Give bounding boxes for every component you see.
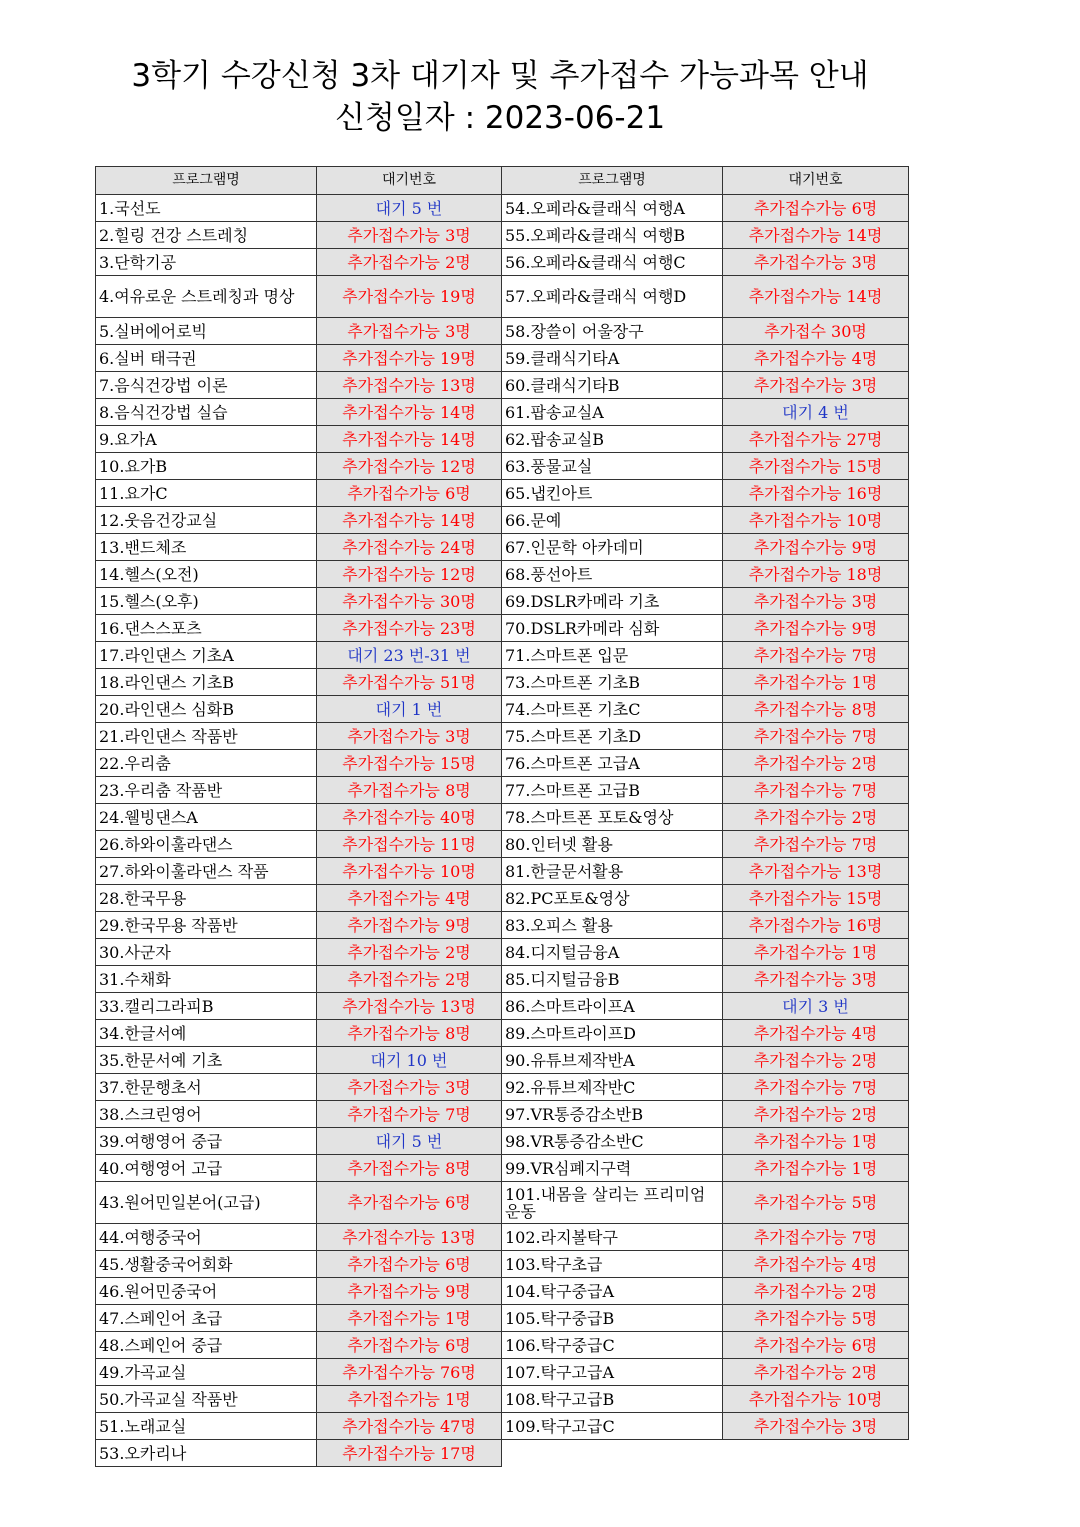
- application-date: 신청일자 : 2023-06-21: [334, 100, 666, 136]
- header-wait-right: 대기번호: [723, 167, 909, 195]
- program-name: 85.디지털금융B: [502, 966, 723, 993]
- additional-availability: 추가접수가능 1명: [317, 1305, 502, 1332]
- additional-availability: 추가접수가능 6명: [723, 195, 909, 222]
- header-wait-left: 대기번호: [317, 167, 502, 195]
- program-name: 35.한문서예 기초: [96, 1047, 317, 1074]
- additional-availability: 추가접수가능 6명: [317, 1251, 502, 1278]
- table-row: [96, 1047, 909, 1074]
- program-name: 13.밴드체조: [96, 534, 317, 561]
- wait-number: 대기 1 번: [317, 696, 502, 723]
- program-name: 16.댄스스포츠: [96, 615, 317, 642]
- additional-availability: 추가접수가능 16명: [723, 912, 909, 939]
- wait-number: 대기 3 번: [723, 993, 909, 1020]
- additional-availability: 추가접수가능 4명: [723, 345, 909, 372]
- program-name: 101.내몸을 살리는 프리미엄 운동: [502, 1182, 723, 1224]
- header-program-right: 프로그램명: [502, 167, 723, 195]
- table-row: [96, 588, 909, 615]
- program-name: 48.스페인어 중급: [96, 1332, 317, 1359]
- table-row: [96, 966, 909, 993]
- table-row: [96, 507, 909, 534]
- program-name: 104.탁구중급A: [502, 1278, 723, 1305]
- additional-availability: 추가접수가능 3명: [723, 372, 909, 399]
- table-row: [96, 723, 909, 750]
- wait-number: 대기 5 번: [317, 1128, 502, 1155]
- table-row: [96, 276, 909, 318]
- additional-availability: 추가접수가능 3명: [317, 723, 502, 750]
- program-name: 12.웃음건강교실: [96, 507, 317, 534]
- table-row: [96, 222, 909, 249]
- additional-availability: 추가접수가능 14명: [317, 507, 502, 534]
- wait-number: 대기 10 번: [317, 1047, 502, 1074]
- course-table: [95, 166, 909, 1467]
- program-name: 44.여행중국어: [96, 1224, 317, 1251]
- table-row: [96, 372, 909, 399]
- program-name: 66.문예: [502, 507, 723, 534]
- additional-availability: 추가접수 30명: [723, 318, 909, 345]
- empty-cell: [723, 1440, 909, 1467]
- table-row: [96, 1413, 909, 1440]
- wait-number: 대기 4 번: [723, 399, 909, 426]
- program-name: 30.사군자: [96, 939, 317, 966]
- additional-availability: 추가접수가능 1명: [723, 1128, 909, 1155]
- program-name: 27.하와이훌라댄스 작품: [96, 858, 317, 885]
- additional-availability: 추가접수가능 3명: [317, 1074, 502, 1101]
- table-row: [96, 1155, 909, 1182]
- additional-availability: 추가접수가능 5명: [723, 1305, 909, 1332]
- program-name: 24.웰빙댄스A: [96, 804, 317, 831]
- additional-availability: 추가접수가능 9명: [723, 615, 909, 642]
- additional-availability: 추가접수가능 51명: [317, 669, 502, 696]
- additional-availability: 추가접수가능 14명: [723, 276, 909, 318]
- additional-availability: 추가접수가능 7명: [723, 642, 909, 669]
- program-name: 70.DSLR카메라 심화: [502, 615, 723, 642]
- program-name: 10.요가B: [96, 453, 317, 480]
- program-name: 31.수채화: [96, 966, 317, 993]
- table-row: [96, 804, 909, 831]
- program-name: 80.인터넷 활용: [502, 831, 723, 858]
- table-row: [96, 885, 909, 912]
- additional-availability: 추가접수가능 13명: [723, 858, 909, 885]
- program-name: 82.PC포토&영상: [502, 885, 723, 912]
- program-name: 45.생활중국어회화: [96, 1251, 317, 1278]
- additional-availability: 추가접수가능 6명: [317, 1182, 502, 1224]
- program-name: 109.탁구고급C: [502, 1413, 723, 1440]
- program-name: 34.한글서예: [96, 1020, 317, 1047]
- additional-availability: 추가접수가능 3명: [723, 966, 909, 993]
- program-name: 11.요가C: [96, 480, 317, 507]
- program-name: 108.탁구고급B: [502, 1386, 723, 1413]
- program-name: 61.팝송교실A: [502, 399, 723, 426]
- additional-availability: 추가접수가능 27명: [723, 426, 909, 453]
- program-name: 18.라인댄스 기초B: [96, 669, 317, 696]
- table-row: [96, 1251, 909, 1278]
- program-name: 4.여유로운 스트레칭과 명상: [96, 276, 317, 318]
- table-row: [96, 345, 909, 372]
- additional-availability: 추가접수가능 15명: [723, 885, 909, 912]
- additional-availability: 추가접수가능 2명: [723, 1278, 909, 1305]
- additional-availability: 추가접수가능 10명: [317, 858, 502, 885]
- additional-availability: 추가접수가능 12명: [317, 561, 502, 588]
- program-name: 76.스마트폰 고급A: [502, 750, 723, 777]
- program-name: 86.스마트라이프A: [502, 993, 723, 1020]
- additional-availability: 추가접수가능 2명: [723, 1359, 909, 1386]
- program-name: 67.인문학 아카데미: [502, 534, 723, 561]
- additional-availability: 추가접수가능 2명: [723, 1047, 909, 1074]
- additional-availability: 추가접수가능 3명: [723, 1413, 909, 1440]
- additional-availability: 추가접수가능 16명: [723, 480, 909, 507]
- additional-availability: 추가접수가능 9명: [317, 912, 502, 939]
- program-name: 73.스마트폰 기초B: [502, 669, 723, 696]
- additional-availability: 추가접수가능 6명: [317, 480, 502, 507]
- program-name: 65.냅킨아트: [502, 480, 723, 507]
- additional-availability: 추가접수가능 13명: [317, 993, 502, 1020]
- program-name: 83.오피스 활용: [502, 912, 723, 939]
- table-row: [96, 1074, 909, 1101]
- additional-availability: 추가접수가능 10명: [723, 1386, 909, 1413]
- additional-availability: 추가접수가능 11명: [317, 831, 502, 858]
- table-row: [96, 195, 909, 222]
- additional-availability: 추가접수가능 9명: [723, 534, 909, 561]
- additional-availability: 추가접수가능 13명: [317, 1224, 502, 1251]
- additional-availability: 추가접수가능 8명: [723, 696, 909, 723]
- table-row: [96, 669, 909, 696]
- program-name: 14.헬스(오전): [96, 561, 317, 588]
- additional-availability: 추가접수가능 47명: [317, 1413, 502, 1440]
- additional-availability: 추가접수가능 7명: [723, 1074, 909, 1101]
- program-name: 107.탁구고급A: [502, 1359, 723, 1386]
- header-program-left: 프로그램명: [96, 167, 317, 195]
- additional-availability: 추가접수가능 8명: [317, 1020, 502, 1047]
- table-row: [96, 480, 909, 507]
- additional-availability: 추가접수가능 10명: [723, 507, 909, 534]
- program-name: 6.실버 태극권: [96, 345, 317, 372]
- program-name: 89.스마트라이프D: [502, 1020, 723, 1047]
- additional-availability: 추가접수가능 4명: [317, 885, 502, 912]
- additional-availability: 추가접수가능 24명: [317, 534, 502, 561]
- additional-availability: 추가접수가능 1명: [723, 1155, 909, 1182]
- program-name: 49.가곡교실: [96, 1359, 317, 1386]
- program-name: 58.장쓸이 어울장구: [502, 318, 723, 345]
- additional-availability: 추가접수가능 9명: [317, 1278, 502, 1305]
- program-name: 20.라인댄스 심화B: [96, 696, 317, 723]
- table-row: [96, 777, 909, 804]
- table-row: [96, 750, 909, 777]
- additional-availability: 추가접수가능 15명: [723, 453, 909, 480]
- table-row: [96, 1101, 909, 1128]
- additional-availability: 추가접수가능 15명: [317, 750, 502, 777]
- additional-availability: 추가접수가능 7명: [317, 1101, 502, 1128]
- additional-availability: 추가접수가능 3명: [723, 249, 909, 276]
- program-name: 8.음식건강법 실습: [96, 399, 317, 426]
- additional-availability: 추가접수가능 19명: [317, 345, 502, 372]
- additional-availability: 추가접수가능 18명: [723, 561, 909, 588]
- program-name: 53.오카리나: [96, 1440, 317, 1467]
- additional-availability: 추가접수가능 4명: [723, 1251, 909, 1278]
- additional-availability: 추가접수가능 2명: [317, 939, 502, 966]
- table-body: [96, 195, 909, 1467]
- program-name: 2.힐링 건강 스트레칭: [96, 222, 317, 249]
- program-name: 97.VR통증감소반B: [502, 1101, 723, 1128]
- table-row: [96, 993, 909, 1020]
- program-name: 9.요가A: [96, 426, 317, 453]
- empty-cell: [502, 1440, 723, 1467]
- table-row: [96, 1224, 909, 1251]
- program-name: 99.VR심폐지구력: [502, 1155, 723, 1182]
- additional-availability: 추가접수가능 6명: [723, 1332, 909, 1359]
- additional-availability: 추가접수가능 2명: [723, 1101, 909, 1128]
- table-row: [96, 1278, 909, 1305]
- additional-availability: 추가접수가능 14명: [317, 399, 502, 426]
- program-name: 78.스마트폰 포토&영상: [502, 804, 723, 831]
- additional-availability: 추가접수가능 2명: [317, 249, 502, 276]
- additional-availability: 추가접수가능 3명: [317, 222, 502, 249]
- additional-availability: 추가접수가능 2명: [723, 804, 909, 831]
- additional-availability: 추가접수가능 1명: [317, 1386, 502, 1413]
- table-row: [96, 1359, 909, 1386]
- additional-availability: 추가접수가능 14명: [723, 222, 909, 249]
- table-row: [96, 642, 909, 669]
- table-header-row: [96, 167, 909, 195]
- additional-availability: 추가접수가능 2명: [317, 966, 502, 993]
- table-row: [96, 615, 909, 642]
- table-row: [96, 426, 909, 453]
- program-name: 50.가곡교실 작품반: [96, 1386, 317, 1413]
- program-name: 5.실버에어로빅: [96, 318, 317, 345]
- program-name: 39.여행영어 중급: [96, 1128, 317, 1155]
- additional-availability: 추가접수가능 19명: [317, 276, 502, 318]
- program-name: 62.팝송교실B: [502, 426, 723, 453]
- program-name: 69.DSLR카메라 기초: [502, 588, 723, 615]
- table-row: [96, 1182, 909, 1224]
- program-name: 38.스크린영어: [96, 1101, 317, 1128]
- table-row: [96, 1020, 909, 1047]
- program-name: 15.헬스(오후): [96, 588, 317, 615]
- table-row: [96, 318, 909, 345]
- table-row: [96, 534, 909, 561]
- additional-availability: 추가접수가능 12명: [317, 453, 502, 480]
- additional-availability: 추가접수가능 1명: [723, 669, 909, 696]
- table-row: [96, 912, 909, 939]
- program-name: 7.음식건강법 이론: [96, 372, 317, 399]
- program-name: 105.탁구중급B: [502, 1305, 723, 1332]
- additional-availability: 추가접수가능 2명: [723, 750, 909, 777]
- program-name: 103.탁구초급: [502, 1251, 723, 1278]
- wait-number: 대기 5 번: [317, 195, 502, 222]
- program-name: 37.한문행초서: [96, 1074, 317, 1101]
- additional-availability: 추가접수가능 4명: [723, 1020, 909, 1047]
- program-name: 74.스마트폰 기초C: [502, 696, 723, 723]
- additional-availability: 추가접수가능 30명: [317, 588, 502, 615]
- program-name: 40.여행영어 고급: [96, 1155, 317, 1182]
- additional-availability: 추가접수가능 1명: [723, 939, 909, 966]
- program-name: 92.유튜브제작반C: [502, 1074, 723, 1101]
- program-name: 90.유튜브제작반A: [502, 1047, 723, 1074]
- program-name: 22.우리춤: [96, 750, 317, 777]
- program-name: 54.오페라&클래식 여행A: [502, 195, 723, 222]
- program-name: 28.한국무용: [96, 885, 317, 912]
- additional-availability: 추가접수가능 7명: [723, 777, 909, 804]
- program-name: 68.풍선아트: [502, 561, 723, 588]
- program-name: 43.원어민일본어(고급): [96, 1182, 317, 1224]
- program-name: 46.원어민중국어: [96, 1278, 317, 1305]
- table-row: [96, 1386, 909, 1413]
- table-row: [96, 561, 909, 588]
- wait-number: 대기 23 번-31 번: [317, 642, 502, 669]
- program-name: 102.라지볼탁구: [502, 1224, 723, 1251]
- additional-availability: 추가접수가능 7명: [723, 1224, 909, 1251]
- program-name: 55.오페라&클래식 여행B: [502, 222, 723, 249]
- table-row: [96, 831, 909, 858]
- additional-availability: 추가접수가능 6명: [317, 1332, 502, 1359]
- additional-availability: 추가접수가능 3명: [317, 318, 502, 345]
- program-name: 56.오페라&클래식 여행C: [502, 249, 723, 276]
- table-row: [96, 1305, 909, 1332]
- program-name: 81.한글문서활용: [502, 858, 723, 885]
- additional-availability: 추가접수가능 40명: [317, 804, 502, 831]
- additional-availability: 추가접수가능 7명: [723, 723, 909, 750]
- additional-availability: 추가접수가능 3명: [723, 588, 909, 615]
- program-name: 63.풍물교실: [502, 453, 723, 480]
- additional-availability: 추가접수가능 14명: [317, 426, 502, 453]
- additional-availability: 추가접수가능 8명: [317, 777, 502, 804]
- additional-availability: 추가접수가능 8명: [317, 1155, 502, 1182]
- program-name: 57.오페라&클래식 여행D: [502, 276, 723, 318]
- table-row: [96, 249, 909, 276]
- table-row: [96, 399, 909, 426]
- additional-availability: 추가접수가능 17명: [317, 1440, 502, 1467]
- table-row: [96, 1332, 909, 1359]
- table-row: [96, 453, 909, 480]
- program-name: 60.클래식기타B: [502, 372, 723, 399]
- program-name: 75.스마트폰 기초D: [502, 723, 723, 750]
- additional-availability: 추가접수가능 7명: [723, 831, 909, 858]
- program-name: 26.하와이훌라댄스: [96, 831, 317, 858]
- program-name: 47.스페인어 초급: [96, 1305, 317, 1332]
- program-name: 3.단학기공: [96, 249, 317, 276]
- page-title: 3학기 수강신청 3차 대기자 및 추가접수 가능과목 안내: [131, 58, 869, 94]
- additional-availability: 추가접수가능 23명: [317, 615, 502, 642]
- program-name: 1.국선도: [96, 195, 317, 222]
- additional-availability: 추가접수가능 13명: [317, 372, 502, 399]
- program-name: 51.노래교실: [96, 1413, 317, 1440]
- program-name: 98.VR통증감소반C: [502, 1128, 723, 1155]
- table-row: [96, 1128, 909, 1155]
- program-name: 84.디지털금융A: [502, 939, 723, 966]
- program-name: 29.한국무용 작품반: [96, 912, 317, 939]
- program-name: 21.라인댄스 작품반: [96, 723, 317, 750]
- program-name: 23.우리춤 작품반: [96, 777, 317, 804]
- program-name: 106.탁구중급C: [502, 1332, 723, 1359]
- table-row: [96, 696, 909, 723]
- table-row: [96, 1440, 909, 1467]
- table-row: [96, 939, 909, 966]
- program-name: 71.스마트폰 입문: [502, 642, 723, 669]
- program-name: 17.라인댄스 기초A: [96, 642, 317, 669]
- program-name: 59.클래식기타A: [502, 345, 723, 372]
- program-name: 77.스마트폰 고급B: [502, 777, 723, 804]
- program-name: 33.캘리그라피B: [96, 993, 317, 1020]
- additional-availability: 추가접수가능 76명: [317, 1359, 502, 1386]
- table-row: [96, 858, 909, 885]
- additional-availability: 추가접수가능 5명: [723, 1182, 909, 1224]
